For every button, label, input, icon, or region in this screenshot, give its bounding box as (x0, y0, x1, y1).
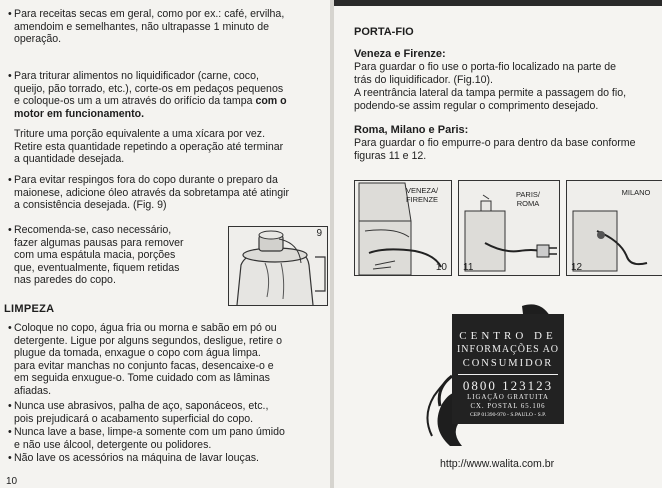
left-page (0, 0, 330, 488)
figure-10-label: VENEZA/ FIRENZE (405, 186, 439, 204)
cleaning-step-2: • Nunca use abrasivos, palha de aço, saponáceos, etc., pois prejudicará o acabamento superficial do copo. (8, 400, 269, 425)
section-heading-limpeza: LIMPEZA (4, 303, 55, 315)
page-number: 10 (6, 476, 18, 487)
top-edge-strip (334, 0, 662, 6)
figure-11-label: PARIS/ ROMA (515, 190, 541, 208)
figure-12-label: MILANO (621, 188, 651, 197)
figure-9-number: 9 (316, 228, 322, 239)
consumer-info-logo: CENTRO DE INFORMAÇÕES AO CONSUMIDOR 0800 123123 LIGAÇÃO GRATUITA CX. POSTAL 65.106 CEP 01390-970 - S.PAULO - S.P. (452, 314, 564, 424)
cleaning-step-4: • Não lave os acessórios na máquina de lavar louças. (8, 452, 259, 464)
figure-11-number: 11 (463, 262, 474, 273)
porta-fio-heading: PORTA-FIO (354, 26, 414, 38)
cleaning-step-3: • Nunca lave a base, limpe-a somente com um pano úmido e não use álcool, detergente ou polidores. (8, 426, 285, 451)
right-page (334, 0, 662, 488)
bullet-dry-recipes: • Para receitas secas em geral, como por ex.: café, ervilha, amendoim e semelhantes, não ultrapasse 1 minuto de operação. (8, 8, 285, 46)
figure-10-number: 10 (435, 262, 447, 273)
figure-11 (458, 180, 560, 276)
figure-9 (228, 226, 328, 306)
veneza-firenze-subheading: Veneza e Firenze: (354, 48, 446, 60)
blender-lid-illustration (229, 227, 327, 305)
bullet-pauses: • Recomenda-se, caso necessário, fazer algumas pausas para remover com uma espátula macia, porções que, eventualmente, fiquem retidas nas paredes do copo. (8, 224, 184, 287)
veneza-firenze-text: Para guardar o fio use o porta-fio localizado na parte de trás do liquidificador. (Fig.10). A reentrância lateral da tampa permite a passagem do fio, podendo-se assim regular o comprimento desejado. (354, 61, 627, 112)
figure-12-number: 12 (571, 262, 583, 273)
bullet-grind-foods: • Para triturar alimentos no liquidificador (carne, coco, queijo, pão torrado, etc.), corte-os em pedaços pequenos e coloque-os um a um através do orifício da tampa com o motor em funcionamento. (8, 70, 287, 120)
bullet-mayonnaise: • Para evitar respingos fora do copo durante o preparo da maionese, adicione óleo através da sobretampa até atingir a consistência desejada. (Fig. 9) (8, 174, 290, 212)
roma-milano-paris-subheading: Roma, Milano e Paris: (354, 124, 469, 136)
figure-10 (354, 180, 452, 276)
website-url: http://www.walita.com.br (440, 458, 555, 470)
figure-12 (566, 180, 662, 276)
consumer-phone-number: 0800 123123 (462, 378, 554, 393)
cleaning-step-1: • Coloque no copo, água fria ou morna e sabão em pó ou detergente. Ligue por alguns segundos, desligue, retire o plugue da tomada, enxague o copo com água limpa. para evitar manchas no conjunto facas, desencaixe-o e em seguida enxugue-o. Tome cuidado com as lâminas afiadas. (8, 322, 282, 397)
indent-paragraph: Triture uma porção equivalente a uma xícara por vez. Retire esta quantidade repetindo a operação até terminar a quantidade desejada. (14, 128, 284, 166)
roma-milano-paris-text: Para guardar o fio empurre-o para dentro da base conforme figuras 11 e 12. (354, 137, 636, 162)
